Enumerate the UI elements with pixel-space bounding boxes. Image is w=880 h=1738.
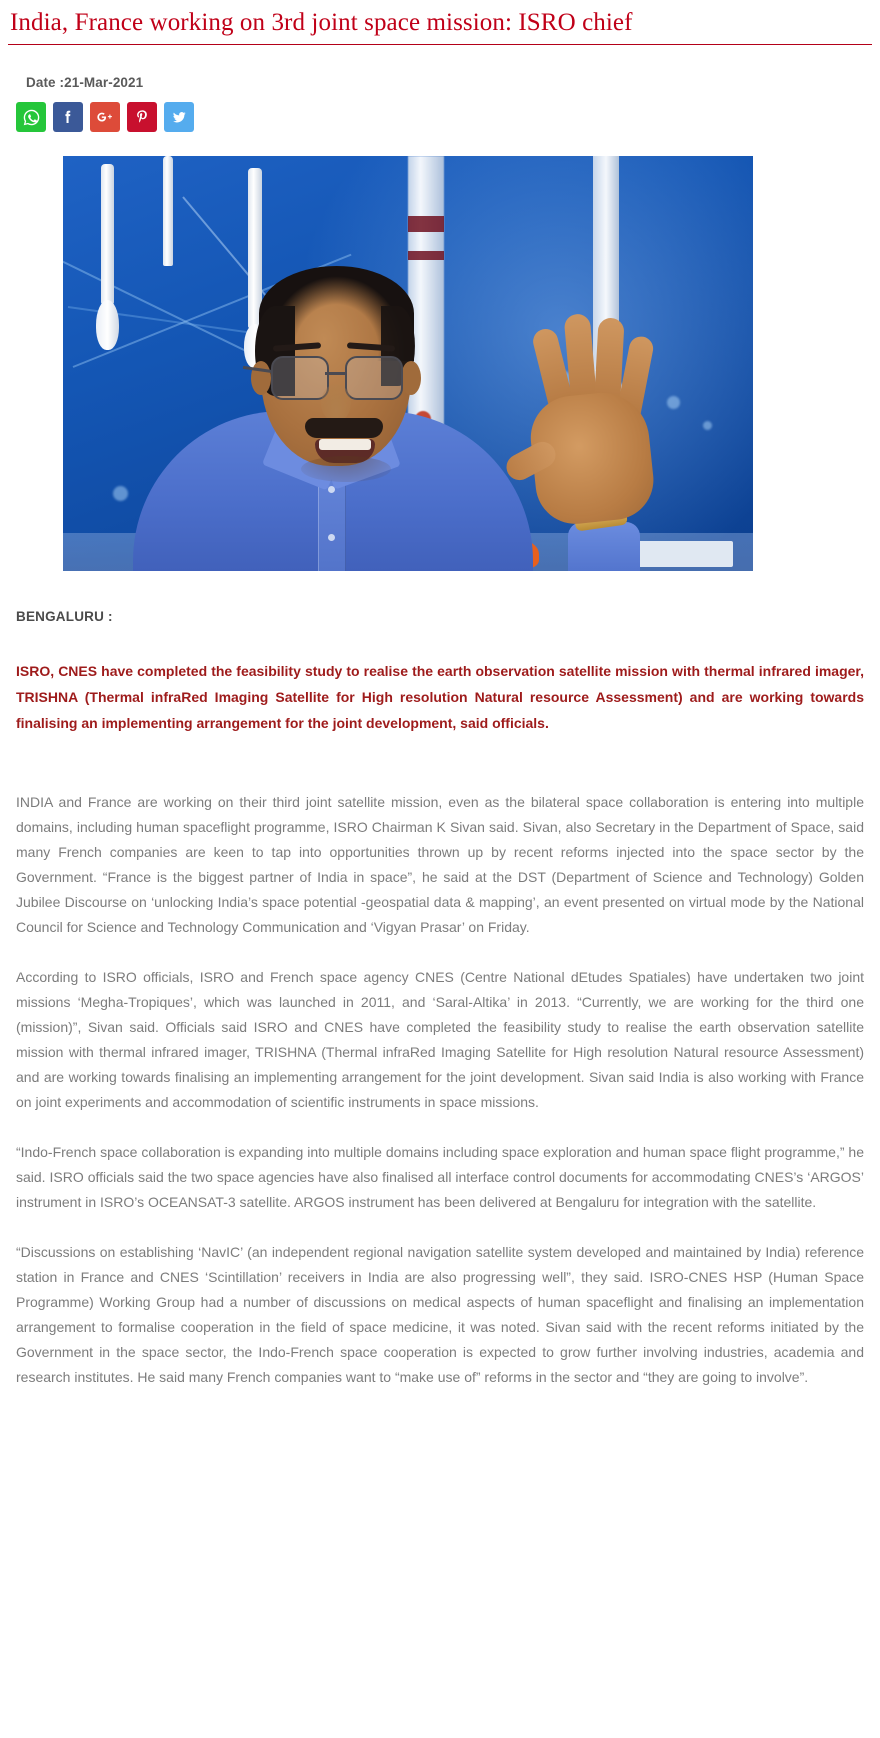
shirt-button [328, 486, 335, 493]
bokeh-dot [113, 486, 128, 501]
share-twitter-button[interactable] [164, 102, 194, 132]
article-paragraph: “Discussions on establishing ‘NavIC’ (an independent regional navigation satellite system developed and maintained by India) reference station in France and CNES ‘Scintillation’ receivers in India are also progressing well”, they said. ISRO-CNES HSP (Human Space Programme) Working Group had a number of discussions on medical aspects of human spaceflight and finalising an implementation arrangement to formalise cooperation in the field of space medicine, it was noted. Sivan said with the recent reforms initiated by the Government in the space sector, the Indo-French space cooperation is expected to grow further involving industries, academia and research institutes. He said many French companies want to “make use of” reforms in the sector and “they are going to involve”. [16, 1244, 864, 1385]
person-moustache [305, 418, 383, 438]
bokeh-dot [703, 421, 712, 430]
article-body [8, 571, 872, 1390]
eyeglasses-bridge [325, 372, 345, 375]
article-lede: ISRO, CNES have completed the feasibility study to realise the earth observation satellite mission with thermal infrared imager, TRISHNA (Thermal infraRed Imaging Satellite for High resolution Natural resource Assessment) and are working towards finalising an implementing arrangement for the joint development, said officials. [16, 663, 864, 731]
eyeglasses-lens [271, 356, 329, 400]
article-image-wrap [8, 132, 872, 571]
headline-block [8, 0, 872, 45]
eyeglasses-lens [345, 356, 403, 400]
social-share-bar [8, 90, 872, 132]
facebook-icon [59, 108, 77, 126]
rocket-band [408, 216, 444, 232]
share-google-plus-button[interactable] [90, 102, 120, 132]
publish-date: Date :21-Mar-2021 [26, 75, 144, 90]
whatsapp-icon [22, 108, 41, 127]
page-title: India, France working on 3rd joint space mission: ISRO chief [10, 9, 633, 36]
person-ear [401, 361, 421, 395]
twitter-icon [170, 108, 188, 126]
shirt-button [328, 534, 335, 541]
rocket-graphic [163, 156, 173, 266]
chin-shadow [301, 456, 391, 482]
person-ear [251, 361, 271, 395]
dateline: BENGALURU : [16, 609, 113, 624]
pinterest-icon [133, 108, 151, 126]
person-teeth [319, 439, 371, 450]
article-paragraph: According to ISRO officials, ISRO and French space agency CNES (Centre National dEtudes Spatiales) have undertaken two joint missions ‘Megha-Tropiques’, which was launched in 2011, and ‘Saral-Altika’ in 2013. “Currently, we are working for the third one (mission)”, Sivan said. Officials said ISRO and CNES have completed the feasibility study to realise the earth observation satellite mission with thermal infrared imager, TRISHNA (Thermal infraRed Imaging Satellite for High resolution Natural resource Assessment) and are working towards finalising an implementing arrangement for the joint development. Sivan said India is also working with France on joint experiments and accommodation of scientific instruments in space missions. [16, 969, 864, 1110]
article-paragraph: “Indo-French space collaboration is expanding into multiple domains including space exploration and human space flight programme,” he said. ISRO officials said the two space agencies have also finalised all interface control documents for accommodating CNES’s ‘ARGOS’ instrument in ISRO’s OCEANSAT-3 satellite. ARGOS instrument has been delivered at Bengaluru for integration with the satellite. [16, 1144, 864, 1210]
share-whatsapp-button[interactable] [16, 102, 46, 132]
share-pinterest-button[interactable] [127, 102, 157, 132]
rocket-band [408, 251, 444, 260]
google-plus-icon [95, 107, 115, 127]
person-nose [321, 384, 351, 422]
bokeh-dot [667, 396, 680, 409]
share-facebook-button[interactable] [53, 102, 83, 132]
article-photo [63, 156, 753, 571]
article-paragraph: INDIA and France are working on their third joint satellite mission, even as the bilateral space collaboration is entering into multiple domains, including human spaceflight programme, ISRO Chairman K Sivan said. Sivan, also Secretary in the Department of Space, said many French companies are keen to tap into opportunities thrown up by recent reforms injected into the space sector by the Government. “France is the biggest partner of India in space”, he said at the DST (Department of Science and Technology) Golden Jubilee Discourse on ‘unlocking India’s space potential -geospatial data & mapping’, an event presented on virtual mode by the National Council for Science and Technology Communication and ‘Vigyan Prasar’ on Friday. [16, 794, 864, 935]
rocket-graphic [101, 164, 114, 304]
